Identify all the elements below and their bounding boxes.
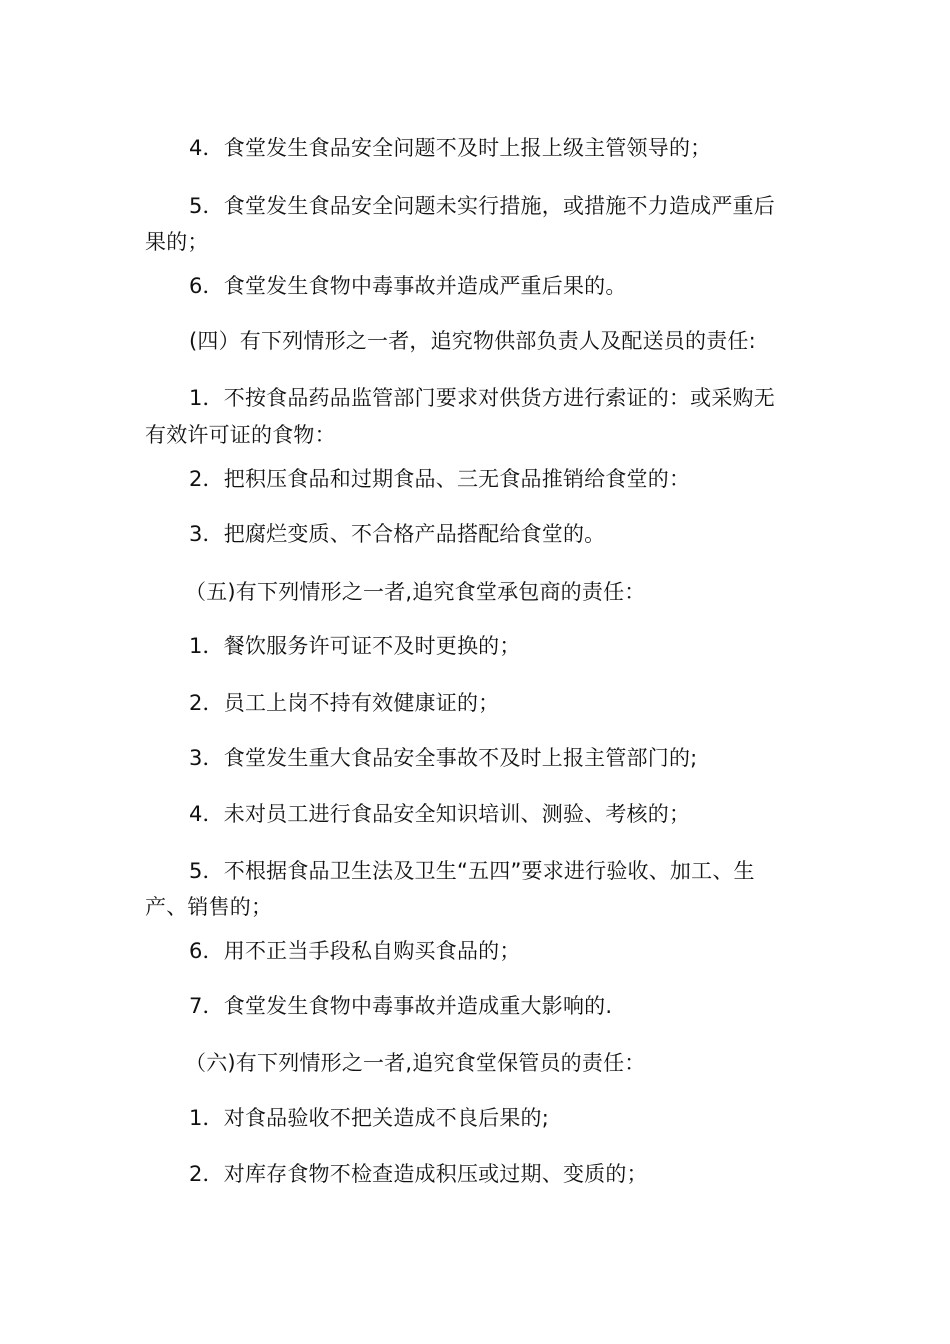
paragraph-line: 4．未对员工进行食品安全知识培训、测验、考核的； <box>189 802 691 826</box>
paragraph-line: 5．食堂发生食品安全问题未实行措施，或措施不力造成严重后 <box>189 194 775 218</box>
paragraph-line: 2．把积压食品和过期食品、三无食品推销给食堂的： <box>189 467 691 491</box>
paragraph-line: 6．食堂发生食物中毒事故并造成严重后果的。 <box>189 274 627 298</box>
paragraph-line: 1．餐饮服务许可证不及时更换的； <box>189 634 521 658</box>
paragraph-line: 1．不按食品药品监管部门要求对供货方进行索证的：或采购无 <box>189 386 775 410</box>
section-heading: (四）有下列情形之一者，追究物供部负责人及配送员的责任: <box>189 329 756 353</box>
paragraph-line: 4．食堂发生食品安全问题不及时上报上级主管领导的； <box>189 136 712 160</box>
paragraph-line: 产、销售的； <box>145 895 273 919</box>
paragraph-line: 2．员工上岗不持有效健康证的； <box>189 691 500 715</box>
paragraph-line: 3．把腐烂变质、不合格产品搭配给食堂的。 <box>189 522 606 546</box>
paragraph-line: 6．用不正当手段私自购买食品的； <box>189 939 521 963</box>
paragraph-line: 3．食堂发生重大食品安全事故不及时上报主管部门的; <box>189 746 698 770</box>
section-heading: （五)有下列情形之一者,追究食堂承包商的责任： <box>185 580 646 604</box>
paragraph-line: 5．不根据食品卫生法及卫生“五四”要求进行验收、加工、生 <box>189 859 755 883</box>
section-heading: （六)有下列情形之一者,追究食堂保管员的责任： <box>185 1051 646 1075</box>
paragraph-line: 果的； <box>145 230 209 254</box>
paragraph-line: 7．食堂发生食物中毒事故并造成重大影响的. <box>189 994 613 1018</box>
paragraph-line: 1．对食品验收不把关造成不良后果的; <box>189 1106 550 1130</box>
paragraph-line: 有效许可证的食物： <box>145 423 336 447</box>
paragraph-line: 2．对库存食物不检查造成积压或过期、变质的； <box>189 1162 648 1186</box>
